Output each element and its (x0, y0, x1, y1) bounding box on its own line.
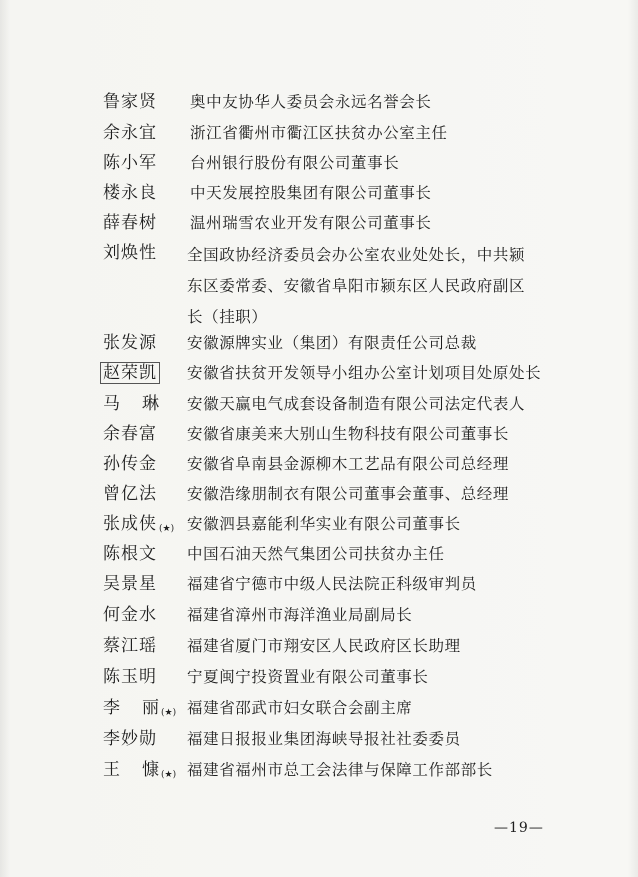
person-title: 中国石油天然气集团公司扶贫办主任 (187, 545, 445, 563)
person-name: 鲁家贤 (103, 92, 157, 112)
list-item (0, 541, 638, 569)
person-title: 福建日报报业集团海峡导报社社委委员 (187, 730, 461, 748)
person-name: 陈根文 (103, 544, 157, 564)
person-title: 台州银行股份有限公司董事长 (190, 154, 400, 172)
person-title-line: 东区委常委、安徽省阜阳市颍东区人民政府副区 (187, 277, 526, 295)
list-item (0, 180, 638, 208)
list-item (0, 421, 638, 449)
list-item (0, 481, 638, 509)
person-name (103, 757, 176, 783)
person-name: 何金水 (103, 605, 157, 625)
name-char: 琳 (142, 394, 159, 414)
person-name: 刘焕性 (103, 243, 157, 263)
person-title: 中天发展控股集团有限公司董事长 (190, 184, 432, 202)
list-item (0, 726, 638, 754)
person-title: 安徽省阜南县金源柳木工艺品有限公司总经理 (187, 455, 510, 473)
person-title: 温州瑞雪农业开发有限公司董事长 (190, 214, 432, 232)
person-title: 安徽浩缘朋制衣有限公司董事会董事、总经理 (187, 485, 510, 503)
person-title-line: 长（挂职） (187, 308, 268, 326)
list-item (0, 664, 638, 692)
person-name: 蔡江瑶 (103, 636, 157, 656)
star-mark: (★) (161, 708, 177, 718)
person-name (103, 695, 176, 721)
person-title: 宁夏闽宁投资置业有限公司董事长 (187, 668, 429, 686)
name-char: 王 (103, 760, 120, 780)
person-name: 张发源 (103, 333, 157, 353)
person-name (103, 360, 160, 386)
list-item (0, 633, 638, 661)
person-title: 福建省厦门市翔安区人民政府区长助理 (187, 637, 461, 655)
star-mark: (★) (159, 524, 175, 534)
list-item (0, 150, 638, 178)
person-name (103, 511, 174, 537)
name-char: 慷 (142, 760, 159, 780)
person-name (103, 391, 159, 417)
person-title: 浙江省衢州市衢江区扶贫办公室主任 (190, 124, 448, 142)
person-name: 吴景星 (103, 574, 157, 594)
list-item (0, 602, 638, 630)
list-item (0, 360, 638, 388)
person-name: 余永宜 (103, 123, 157, 143)
list-item (0, 89, 638, 117)
person-title: 福建省漳州市海洋渔业局副局长 (187, 606, 413, 624)
person-title: 福建省福州市总工会法律与保障工作部部长 (187, 761, 493, 779)
person-title: 福建省邵武市妇女联合会副主席 (187, 699, 413, 717)
list-item (0, 511, 638, 539)
page-number: —19— (494, 820, 544, 836)
person-name: 曾亿法 (103, 484, 157, 504)
list-item (0, 571, 638, 599)
name-char: 丽 (142, 698, 159, 718)
list-item (0, 120, 638, 148)
list-item (0, 451, 638, 479)
name-char: 李 (103, 698, 120, 718)
list-item (0, 330, 638, 358)
person-title: 福建省宁德市中级人民法院正科级审判员 (187, 575, 477, 593)
person-title: 安徽泗县嘉能利华实业有限公司董事长 (187, 515, 461, 533)
name-char: 马 (103, 394, 120, 414)
person-title: 安徽省康美来大别山生物科技有限公司董事长 (187, 425, 510, 443)
person-name: 余春富 (103, 424, 157, 444)
list-item (0, 757, 638, 785)
list-item (0, 695, 638, 723)
name-text: 张成侠 (103, 514, 157, 534)
person-name: 楼永良 (103, 183, 157, 203)
person-name: 孙传金 (103, 454, 157, 474)
person-name: 陈小军 (103, 153, 157, 173)
person-title-line: 全国政协经济委员会办公室农业处处长，中共颍 (187, 246, 526, 264)
star-mark: (★) (161, 770, 177, 780)
list-item (0, 240, 638, 336)
person-title: 安徽省扶贫开发领导小组办公室计划项目处原处长 (187, 364, 542, 382)
person-title: 安徽源牌实业（集团）有限责任公司总裁 (187, 334, 477, 352)
list-item (0, 210, 638, 238)
person-title: 安徽天赢电气成套设备制造有限公司法定代表人 (187, 395, 526, 413)
highlight-box: 赵荣凯 (100, 362, 160, 384)
person-title (187, 240, 542, 333)
person-title: 奥中友协华人委员会永远名誉会长 (190, 93, 432, 111)
person-name: 李妙勋 (103, 729, 157, 749)
person-name: 陈玉明 (103, 667, 157, 687)
list-item (0, 391, 638, 419)
person-name: 薛春树 (103, 213, 157, 233)
